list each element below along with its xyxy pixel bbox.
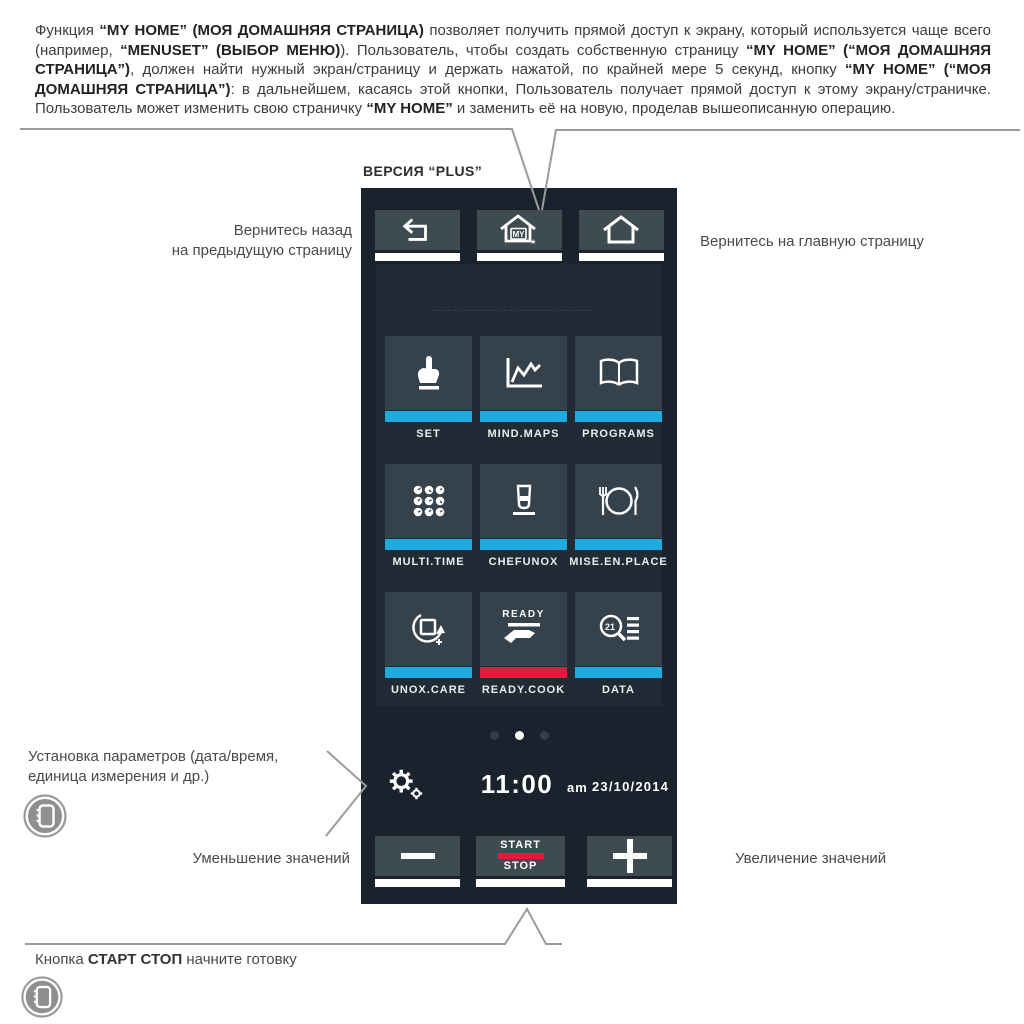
tile-label: READY.COOK	[481, 684, 566, 696]
intro-run: : в дальнейшем, касаясь этой кнопки, Пользователь получает прямой доступ к этому экрану/страничке. Пользователь может изменить свою страничку	[35, 80, 991, 118]
annotation-settings	[28, 747, 278, 787]
nav-row	[361, 210, 677, 261]
minus-icon	[375, 836, 460, 876]
tile-accent-bar	[385, 539, 472, 550]
annotation-settings-line2: единица измерения и др.)	[28, 768, 210, 785]
tile-accent-bar	[575, 411, 662, 422]
callout-bracket-settings	[326, 751, 366, 836]
line-chart-icon	[480, 336, 567, 410]
tile-accent-bar	[385, 411, 472, 422]
annotation-back-line2: на предыдущую страницу	[171, 242, 352, 259]
oven-touch-panel	[361, 188, 677, 904]
tile-accent-bar	[575, 539, 662, 550]
tile-unox-care[interactable]	[385, 592, 472, 696]
tile-accent-bar	[480, 411, 567, 422]
tile-chefunox[interactable]	[480, 464, 567, 568]
intro-run-bold: “MY HOME” (МОЯ ДОМАШНЯЯ СТРАНИЦА)	[99, 22, 424, 39]
svg-text:21: 21	[604, 622, 615, 632]
clock-time[interactable]: 11:00	[480, 769, 554, 799]
tile-accent-bar-red	[480, 667, 567, 678]
hand-tray-icon	[480, 592, 567, 666]
ready-icon-text: READY	[502, 609, 545, 620]
page-indicator	[361, 731, 677, 740]
svg-text:MY: MY	[512, 230, 525, 239]
back-icon	[375, 210, 460, 250]
tile-ready-cook[interactable]	[480, 592, 567, 696]
tile-accent-bar	[480, 539, 567, 550]
tap-hand-icon	[385, 336, 472, 410]
page-dot-active[interactable]	[515, 731, 524, 740]
svg-text:★: ★	[530, 238, 537, 246]
tile-label: SET	[416, 428, 441, 440]
back-button-underline	[375, 253, 460, 261]
tile-multi-time[interactable]	[385, 464, 472, 568]
intro-paragraph	[35, 21, 991, 119]
start-stop-button[interactable]	[476, 836, 565, 887]
open-book-icon	[575, 336, 662, 410]
tile-mind-maps[interactable]	[480, 336, 567, 440]
intro-run-bold: “MY HOME”	[366, 100, 453, 118]
version-label: ВЕРСИЯ “PLUS”	[363, 163, 483, 179]
annotation-home: Вернитесь на главную страницу	[700, 233, 924, 250]
intro-run-bold: “MENUSET” (ВЫБОР МЕНЮ)	[120, 41, 341, 59]
my-home-button[interactable]	[477, 210, 562, 261]
back-button[interactable]	[375, 210, 460, 261]
minus-button-underline	[375, 879, 460, 887]
annotation-start-stop-bold: СТАРТ СТОП	[87, 951, 183, 968]
tile-label: UNOX.CARE	[390, 684, 466, 696]
tile-label: PROGRAMS	[582, 428, 655, 440]
start-stop-face	[476, 836, 565, 876]
intro-run: и заменить её на новую, проделав вышеописанную операцию.	[452, 100, 896, 118]
my-home-icon	[477, 210, 562, 250]
intro-run-bold: “MY HOME” (“МОЯ ДОМАШНЯЯ СТРАНИЦА”)	[35, 41, 992, 79]
knob-button-icon	[20, 975, 64, 1024]
page-dot[interactable]	[490, 731, 499, 740]
clock-date[interactable]: 23/10/2014	[592, 779, 670, 794]
magnifier-list-icon	[575, 592, 662, 666]
plus-icon	[587, 836, 672, 876]
chef-hat-icon	[480, 464, 567, 538]
faded-hint-line	[433, 310, 593, 311]
clock-meridiem: am	[567, 780, 588, 795]
intro-run: ). Пользователь, чтобы создать собственную страницу	[340, 41, 746, 59]
tile-mise-en-place[interactable]	[569, 464, 668, 568]
annotation-start-stop-prefix: Кнопка	[35, 951, 88, 968]
status-row	[361, 764, 677, 804]
annotation-decrease: Уменьшение значений	[192, 850, 350, 867]
plate-cutlery-icon	[575, 464, 662, 538]
minus-button[interactable]	[375, 836, 460, 887]
stop-label: STOP	[503, 860, 538, 872]
home-icon	[579, 210, 664, 250]
intro-run: , должен найти нужный экран/страницу и держать нажатой, по крайней мере 5 секунд, кнопку	[130, 61, 846, 79]
start-label: START	[500, 839, 541, 851]
start-stop-underline	[476, 879, 565, 887]
intro-run: позволяет получить прямой доступ к экрану, который используется чаще всего (например,	[35, 22, 991, 59]
tile-label: MIND.MAPS	[487, 428, 560, 440]
tile-set[interactable]	[385, 336, 472, 440]
annotation-settings-line1: Установка параметров (дата/время,	[28, 748, 279, 765]
settings-gear-icon[interactable]	[387, 766, 425, 807]
function-grid	[385, 336, 668, 696]
callout-line-startstop	[25, 909, 562, 944]
tile-label: DATA	[602, 684, 635, 696]
annotation-increase: Увеличение значений	[735, 850, 887, 867]
annotation-start-stop-suffix: начните готовку	[182, 951, 297, 968]
annotation-back-line1: Вернитесь назад	[233, 222, 352, 239]
start-stop-red-bar	[498, 853, 544, 859]
intro-run-bold: “MY HOME” (“МОЯ ДОМАШНЯЯ СТРАНИЦА”)	[35, 61, 991, 98]
knob-button-icon	[22, 793, 68, 844]
intro-run: Функция	[35, 22, 100, 39]
controls-row	[361, 836, 677, 896]
my-home-button-underline	[477, 253, 562, 261]
tile-label: MULTI.TIME	[392, 556, 465, 568]
home-button-underline	[579, 253, 664, 261]
tile-label: MISE.EN.PLACE	[569, 556, 668, 568]
multi-clock-grid-icon	[385, 464, 472, 538]
annotation-back	[130, 221, 352, 261]
tile-accent-bar	[575, 667, 662, 678]
annotation-start-stop	[35, 950, 297, 970]
tile-accent-bar	[385, 667, 472, 678]
plus-button[interactable]	[587, 836, 672, 887]
tile-data[interactable]	[575, 592, 662, 696]
refresh-square-icon	[385, 592, 472, 666]
page-dot[interactable]	[540, 731, 549, 740]
home-button[interactable]	[579, 210, 664, 261]
tile-label: CHEFUNOX	[488, 556, 559, 568]
plus-button-underline	[587, 879, 672, 887]
tile-programs[interactable]	[575, 336, 662, 440]
